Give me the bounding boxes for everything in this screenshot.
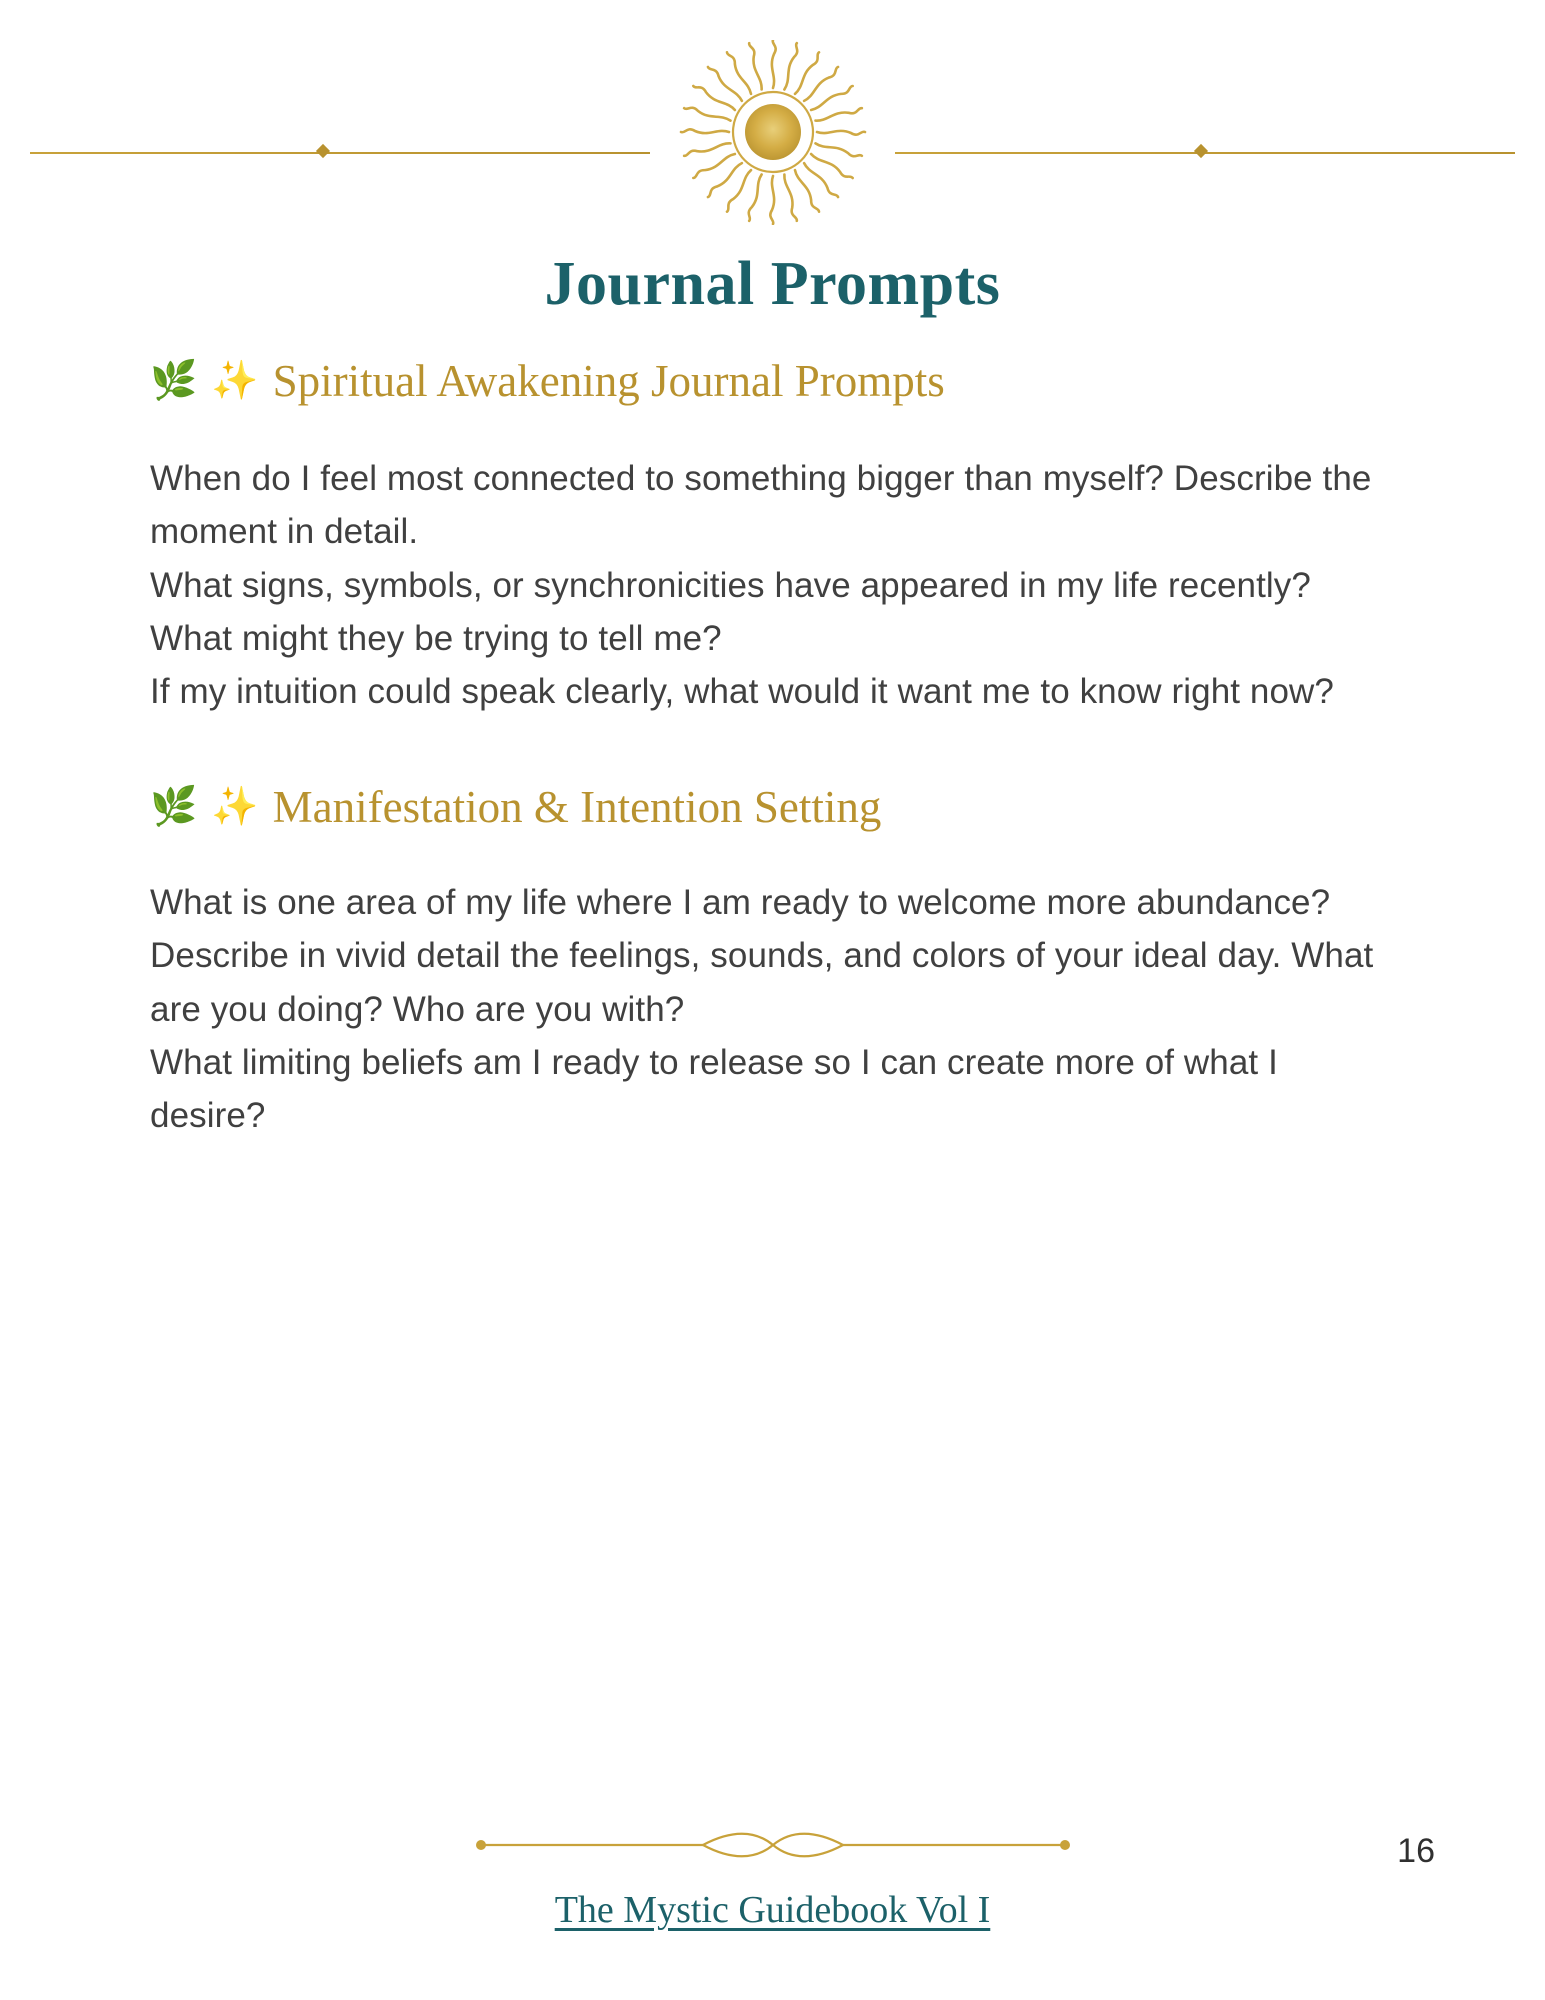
- footer-book-title[interactable]: The Mystic Guidebook Vol I: [554, 1889, 991, 1931]
- section-heading-label: Spiritual Awakening Journal Prompts: [272, 356, 945, 407]
- sun-icon: [668, 40, 878, 225]
- divider-dot-right: [1194, 144, 1208, 158]
- section-heading: [150, 354, 1395, 408]
- herb-leaf-icon: 🌿: [150, 360, 198, 403]
- section-heading: [150, 780, 1395, 834]
- sparkles-icon: ✨: [211, 360, 259, 403]
- divider-rule-left: [30, 152, 650, 154]
- journal-prompt: What might they be trying to tell me?: [150, 618, 722, 658]
- herb-leaf-icon: 🌿: [150, 786, 198, 829]
- journal-prompt: Describe in vivid detail the feelings, sounds, and colors of your ideal day. What are you doing? Who are you with?: [150, 936, 1374, 1029]
- divider-dot-left: [316, 144, 330, 158]
- sparkles-icon: ✨: [211, 786, 259, 829]
- content-area: [0, 324, 1545, 1142]
- header-ornament: [0, 0, 1545, 250]
- section-spiritual-awakening: [150, 354, 1395, 718]
- journal-prompt: What is one area of my life where I am ready to welcome more abundance?: [150, 883, 1331, 923]
- section-manifestation: [150, 780, 1395, 1142]
- journal-prompt: What signs, symbols, or synchronicities have appeared in my life recently?: [150, 565, 1311, 605]
- page-title: Journal Prompts: [544, 250, 1001, 318]
- journal-prompt: What limiting beliefs am I ready to release so I can create more of what I desire?: [150, 1042, 1278, 1135]
- journal-prompt: If my intuition could speak clearly, what would it want me to know right now?: [150, 671, 1334, 711]
- section-heading-label: Manifestation & Intention Setting: [272, 782, 882, 833]
- diamond-flourish-divider: [473, 1828, 1073, 1862]
- page-number: 16: [1397, 1832, 1435, 1870]
- journal-prompt: When do I feel most connected to something bigger than myself? Describe the moment in detail.: [150, 459, 1372, 552]
- page-footer: [0, 1810, 1545, 2000]
